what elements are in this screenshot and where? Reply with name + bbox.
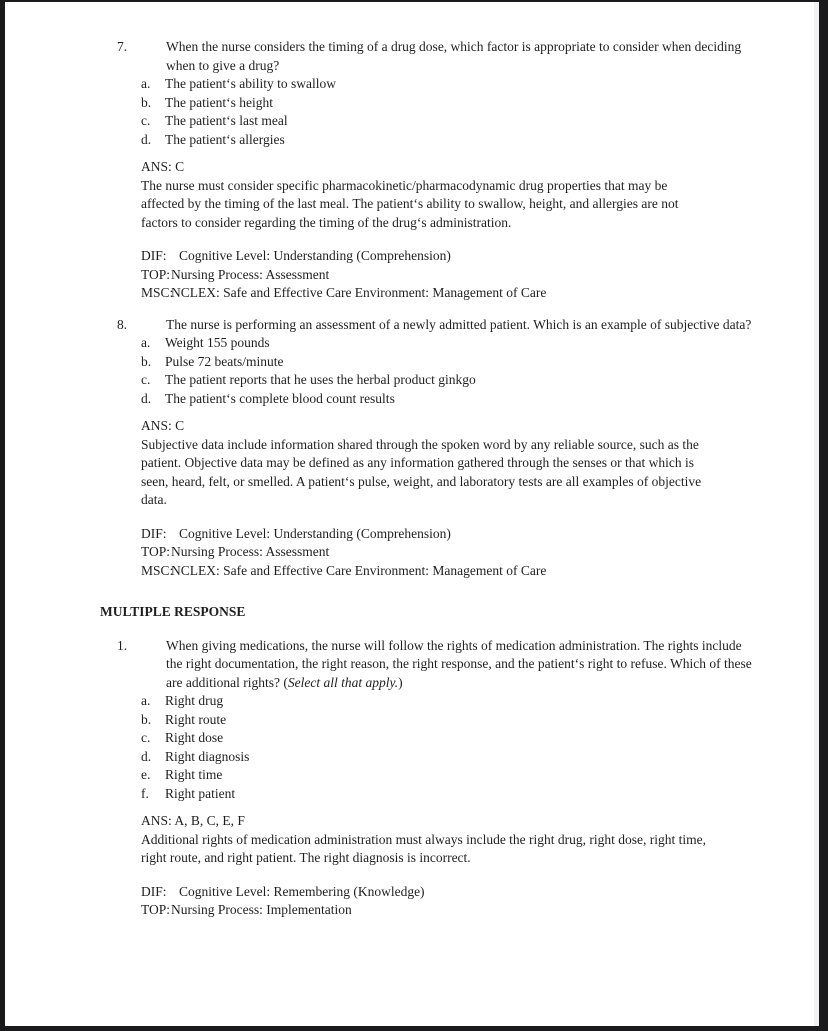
option-row (141, 711, 819, 730)
meta-label: MSC: (141, 562, 174, 578)
rationale-text: The nurse must consider specific pharmacokinetic/pharmacodynamic drug properties that may be affected by the timing of the last meal. The patient‘s ability to swallow, height, and allergies are not factors to consider regarding the timing of the drug‘s administration. (141, 177, 679, 230)
option-text: Right dose (165, 730, 224, 745)
meta-block (141, 883, 819, 920)
option-text: The patient‘s height (165, 94, 273, 110)
section-heading-multiple-response: MULTIPLE RESPONSE (100, 604, 246, 619)
stem-suffix-text: ) (398, 674, 403, 690)
meta-label: DIF: (141, 525, 167, 541)
meta-line-top (141, 543, 819, 562)
question-stem (166, 38, 756, 75)
meta-value: Cognitive Level: Remembering (Knowledge) (179, 883, 425, 899)
meta-block (141, 525, 819, 581)
option-text: Right time (165, 767, 223, 782)
question-block-mr-1 (5, 637, 819, 920)
option-letter: d. (141, 390, 152, 406)
screen-edge-bottom (0, 1026, 828, 1031)
meta-line-top (141, 266, 819, 285)
answer-block (141, 158, 713, 232)
question-stem (166, 637, 756, 693)
meta-value: NCLEX: Safe and Effective Care Environment: Management of Care (171, 562, 547, 578)
option-row (141, 353, 819, 372)
answer-block (141, 417, 713, 510)
option-letter: d. (141, 131, 152, 147)
meta-label: TOP: (141, 544, 171, 559)
option-letter: a. (141, 693, 151, 708)
question-number: 7. (117, 39, 128, 54)
meta-line-dif (141, 883, 819, 902)
option-text: Pulse 72 beats/minute (165, 353, 284, 369)
option-row (141, 371, 819, 390)
screen-edge-left (0, 0, 5, 1031)
document-page (5, 2, 819, 1026)
question-stem (166, 316, 756, 335)
option-text: Right patient (165, 785, 236, 801)
option-row (141, 390, 819, 409)
option-row (141, 94, 819, 113)
answer-line: ANS: A, B, C, E, F (141, 813, 245, 828)
meta-label: TOP: (141, 902, 171, 917)
meta-line-msc (141, 284, 819, 303)
options-list (141, 334, 819, 408)
option-text: Right route (165, 711, 227, 727)
option-row (141, 785, 819, 804)
options-list (141, 692, 819, 803)
option-letter: c. (141, 113, 151, 128)
option-row (141, 766, 819, 785)
option-text: The patient reports that he uses the herbal product ginkgo (165, 372, 476, 387)
meta-value: Cognitive Level: Understanding (Comprehension) (179, 525, 451, 541)
option-letter: a. (141, 76, 151, 91)
option-text: Right drug (165, 693, 224, 708)
answer-line: ANS: C (141, 159, 185, 174)
option-row (141, 729, 819, 748)
meta-block (141, 247, 819, 303)
meta-label: DIF: (141, 248, 167, 263)
meta-label: TOP: (141, 266, 171, 282)
answer-line: ANS: C (141, 418, 185, 433)
option-letter: e. (141, 767, 151, 782)
option-text: The patient‘s ability to swallow (165, 76, 336, 91)
meta-label: DIF: (141, 883, 167, 899)
rationale-text: Subjective data include information shared through the spoken word by any reliable source, such as the patient. Objective data may be defined as any information gathered through the senses or that which is seen, heard, felt, or smelled. A patient‘s pulse, weight, and laboratory tests are all examples of objective data. (141, 436, 702, 507)
option-letter: c. (141, 730, 151, 745)
option-row (141, 748, 819, 767)
option-text: The patient‘s allergies (165, 131, 285, 147)
option-row (141, 692, 819, 711)
stem-italic-text: Select all that apply. (287, 674, 399, 690)
rationale-text: Additional rights of medication administration must always include the right drug, right dose, right time, right route, and right patient. The right diagnosis is incorrect. (141, 831, 707, 865)
answer-block (141, 812, 713, 868)
option-letter: b. (141, 711, 152, 727)
option-letter: b. (141, 94, 152, 110)
meta-label: MSC: (141, 285, 174, 300)
meta-value: Nursing Process: Assessment (171, 266, 330, 282)
question-number: 1. (117, 637, 128, 653)
option-letter: c. (141, 372, 151, 387)
option-letter: b. (141, 353, 152, 369)
option-row (141, 334, 819, 353)
option-row (141, 131, 819, 150)
option-row (141, 75, 819, 94)
option-letter: d. (141, 748, 152, 764)
option-letter: a. (141, 335, 151, 350)
stem-text: When giving medications, the nurse will follow the rights of medication administration. The rights include the right documentation, the right reason, the right response, and the patient‘s right to refuse. Which of these are additional rights? ( (166, 637, 752, 690)
stem-text: When the nurse considers the timing of a drug dose, which factor is appropriate to consider when deciding when to give a drug? (166, 39, 742, 73)
meta-line-top (141, 901, 819, 920)
option-text: Weight 155 pounds (165, 335, 270, 350)
meta-line-dif (141, 525, 819, 544)
option-text: The patient‘s last meal (165, 113, 288, 128)
question-block-7 (5, 38, 819, 303)
meta-value: Cognitive Level: Understanding (Comprehension) (179, 248, 451, 263)
meta-line-msc (141, 562, 819, 581)
meta-value: Nursing Process: Implementation (171, 902, 352, 917)
meta-value: Nursing Process: Assessment (171, 544, 330, 559)
meta-line-dif (141, 247, 819, 266)
question-block-8 (5, 316, 819, 581)
option-text: Right diagnosis (165, 748, 250, 764)
option-row (141, 112, 819, 131)
question-number: 8. (117, 316, 128, 332)
screen-edge-right (819, 0, 828, 1031)
stem-text: The nurse is performing an assessment of a newly admitted patient. Which is an example of subjective data? (166, 316, 752, 332)
option-letter: f. (141, 785, 149, 801)
meta-value: NCLEX: Safe and Effective Care Environment: Management of Care (171, 285, 547, 300)
options-list (141, 75, 819, 149)
screen-edge-top (0, 0, 828, 2)
option-text: The patient‘s complete blood count results (165, 390, 395, 406)
